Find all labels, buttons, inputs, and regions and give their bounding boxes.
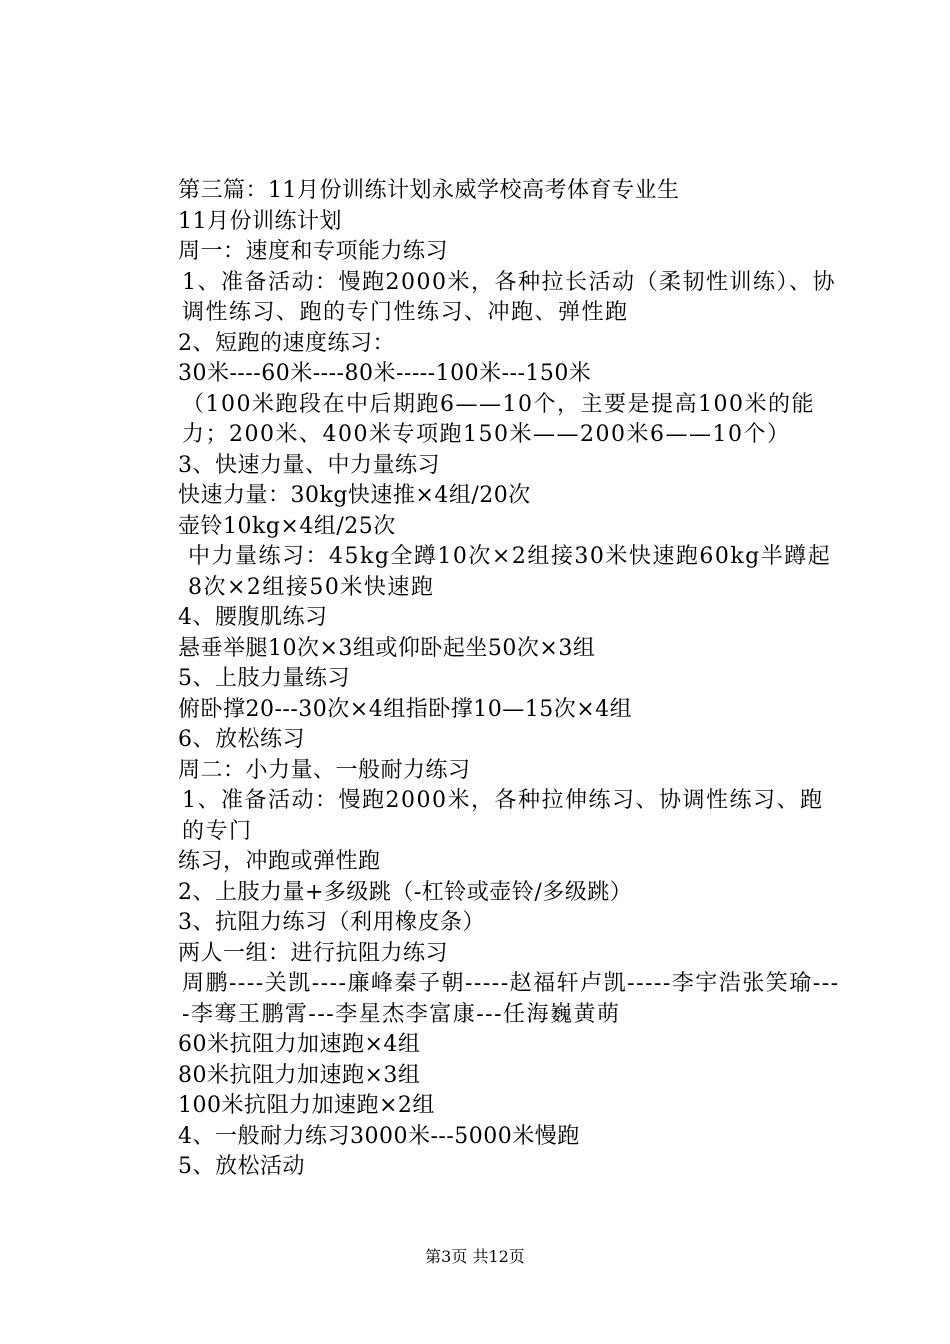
paragraph: 100米抗阻力加速跑×2组 <box>178 1093 435 1118</box>
paragraph: （100米跑段在中后期跑6——10个，主要是提高100米的能力；200米、400米专项跑150米——200米6——10个） <box>182 391 815 447</box>
day-heading-monday: 周一：速度和专项能力练习 <box>178 239 449 264</box>
page-footer: 第3页 共12页 <box>425 1247 525 1266</box>
paragraph: 6、放松练习 <box>178 727 305 752</box>
paragraph: 60米抗阻力加速跑×4组 <box>178 1032 421 1057</box>
paragraph: 80米抗阻力加速跑×3组 <box>178 1062 421 1088</box>
paragraph: 4、腰腹肌练习 <box>178 605 328 630</box>
paragraph: 两人一组：进行抗阻力练习 <box>178 940 449 966</box>
paragraph: 周鹏----关凯----廉峰秦子朝-----赵福轩卢凯-----李宇浩张笑瑜----李骞王鹏霄---李星杰李富康---任海巍黄萌 <box>182 971 840 1027</box>
paragraph: 1、准备活动：慢跑2000米，各种拉伸练习、协调性练习、跑的专门 <box>182 788 824 844</box>
paragraph: 快速力量：30kg快速推×4组/20次 <box>178 483 531 508</box>
paragraph: 5、上肢力量练习 <box>178 666 350 691</box>
paragraph: 2、短跑的速度练习： <box>178 330 395 356</box>
day-heading-tuesday: 周二：小力量、一般耐力练习 <box>178 757 471 783</box>
paragraph: 5、放松活动 <box>178 1154 305 1179</box>
paragraph: 悬垂举腿10次×3组或仰卧起坐50次×3组 <box>178 635 596 661</box>
paragraph: 30米----60米----80米-----100米---150米 <box>178 361 592 386</box>
paragraph: 中力量练习：45kg全蹲10次×2组接30米快速跑60kg半蹲起8次×2组接50米快速跑 <box>188 544 832 600</box>
paragraph: 壶铃10kg×4组/25次 <box>178 513 396 539</box>
paragraph: 练习，冲跑或弹性跑 <box>178 849 381 874</box>
section-title: 第三篇：11月份训练计划永威学校高考体育专业生 <box>178 178 680 203</box>
paragraph: 1、准备活动：慢跑2000米，各种拉长活动（柔韧性训练）、协调性练习、跑的专门性练习、冲跑、弹性跑 <box>182 269 836 325</box>
paragraph: 俯卧撑20---30次×4组指卧撑10—15次×4组 <box>178 696 633 722</box>
paragraph: 3、抗阻力练习（利用橡皮条） <box>178 910 485 935</box>
paragraph: 2、上肢力量+多级跳（-杠铃或壶铃/多级跳） <box>178 879 633 905</box>
paragraph: 4、一般耐力练习3000米---5000米慢跑 <box>178 1123 580 1149</box>
paragraph: 3、快速力量、中力量练习 <box>178 452 440 478</box>
plan-title: 11月份训练计划 <box>178 208 342 234</box>
document-body <box>128 176 843 1183</box>
